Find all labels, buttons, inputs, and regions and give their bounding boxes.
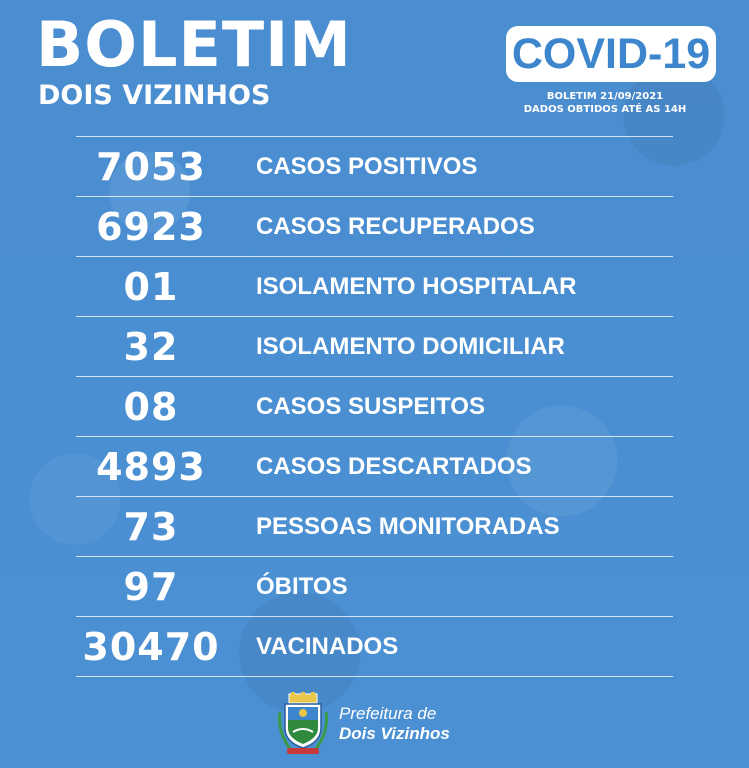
bulletin-title: BOLETIM bbox=[36, 8, 352, 81]
stat-label: CASOS POSITIVOS bbox=[256, 152, 478, 180]
stat-value: 7053 bbox=[96, 144, 206, 189]
stat-value: 6923 bbox=[96, 204, 206, 249]
footer-line-2: Dois Vizinhos bbox=[339, 724, 450, 743]
stat-label: ÓBITOS bbox=[256, 572, 348, 600]
stat-label: CASOS SUSPEITOS bbox=[256, 392, 485, 420]
stat-label: CASOS DESCARTADOS bbox=[256, 452, 532, 480]
stat-value: 73 bbox=[123, 504, 179, 549]
stat-row-suspected bbox=[76, 377, 673, 437]
stat-value: 08 bbox=[123, 384, 179, 429]
stat-label: CASOS RECUPERADOS bbox=[256, 212, 535, 240]
city-name: DOIS VIZINHOS bbox=[38, 80, 271, 111]
municipal-crest-icon bbox=[277, 692, 329, 756]
footer-line-1: Prefeitura de bbox=[339, 704, 437, 724]
footer-logo bbox=[277, 692, 450, 756]
stat-row-recovered bbox=[76, 197, 673, 257]
stat-value: 30470 bbox=[82, 624, 220, 669]
stat-row-vaccinated bbox=[76, 617, 673, 677]
stat-label: VACINADOS bbox=[256, 632, 399, 660]
stats-table bbox=[76, 136, 673, 677]
stat-value: 32 bbox=[123, 324, 179, 369]
stat-row-hospital-isolation bbox=[76, 257, 673, 317]
bulletin-date: BOLETIM 21/09/2021 bbox=[546, 91, 664, 102]
stat-row-monitored bbox=[76, 497, 673, 557]
stat-label: ISOLAMENTO DOMICILIAR bbox=[256, 332, 565, 360]
stat-label: PESSOAS MONITORADAS bbox=[256, 512, 560, 540]
stat-value: 01 bbox=[123, 264, 179, 309]
stat-value: 4893 bbox=[96, 444, 206, 489]
footer-text bbox=[339, 704, 450, 743]
stat-row-positive bbox=[76, 137, 673, 197]
data-cutoff-note: DADOS OBTIDOS ATÉ AS 14H bbox=[523, 104, 687, 115]
stat-value: 97 bbox=[123, 564, 179, 609]
stat-row-deaths bbox=[76, 557, 673, 617]
covid-badge: COVID-19 bbox=[506, 26, 716, 82]
stat-row-home-isolation bbox=[76, 317, 673, 377]
stat-row-discarded bbox=[76, 437, 673, 497]
stat-label: ISOLAMENTO HOSPITALAR bbox=[256, 272, 577, 300]
